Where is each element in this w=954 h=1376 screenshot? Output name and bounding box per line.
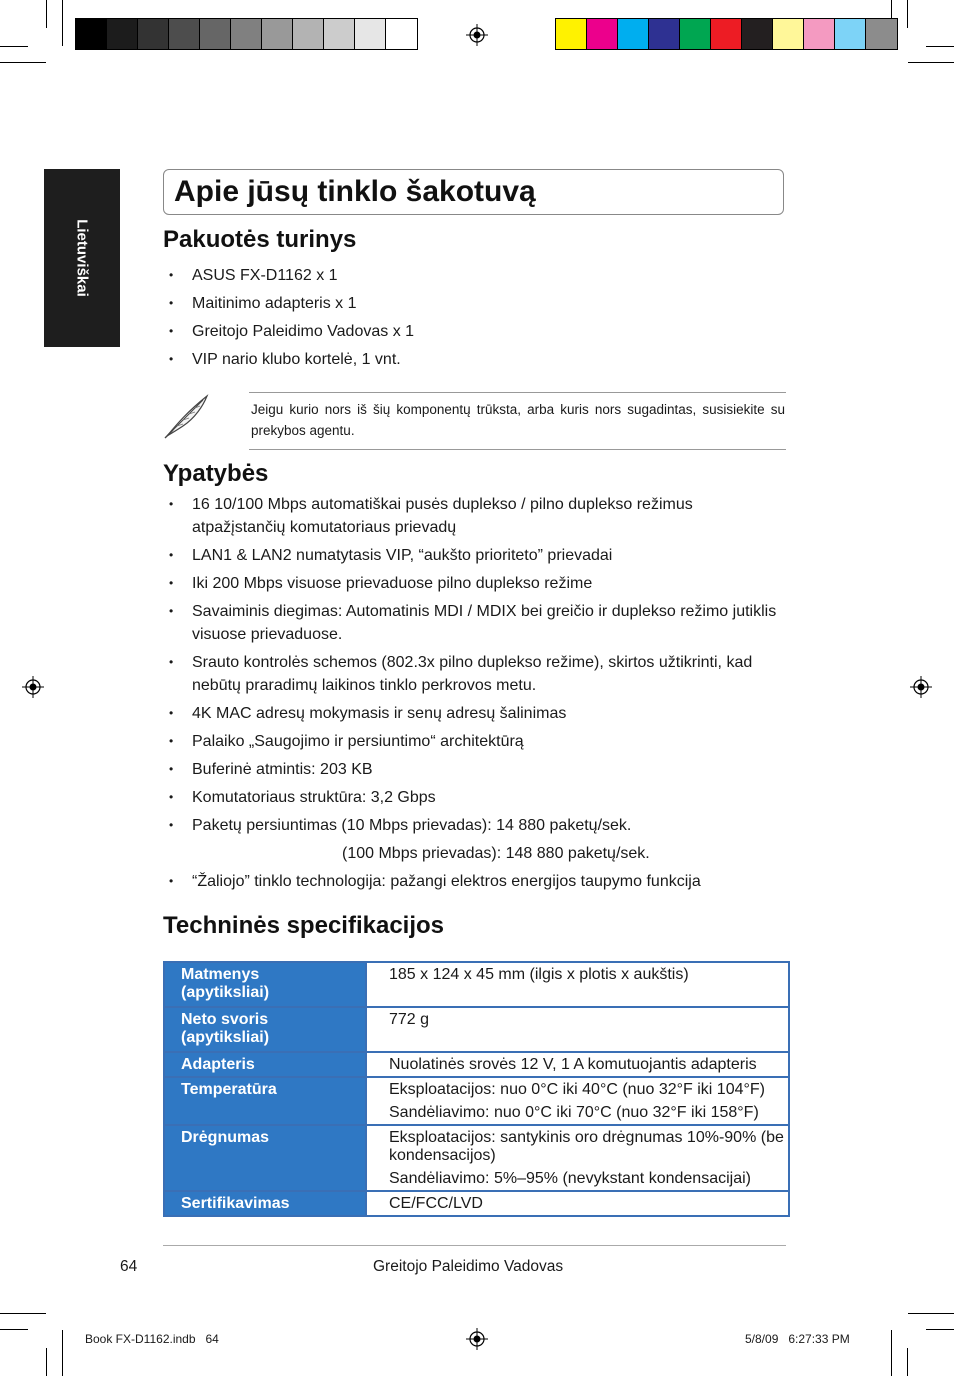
table-row [164,1052,789,1077]
list-item-continuation: (100 Mbps prievadas): 148 880 paketų/sek. [342,845,650,862]
color-swatch [618,19,649,49]
registration-mark-icon [22,676,44,698]
color-swatch [231,19,262,49]
print-slug-file: Book FX-D1162.indb 64 [85,1332,219,1346]
spec-key: Matmenys (apytiksliai) [164,962,366,1007]
table-row [164,1007,789,1052]
list-item: • VIP nario klubo kortelė, 1 vnt. [165,348,790,371]
note-box [163,392,786,450]
specs-table [163,961,790,1217]
registration-mark-icon [466,1328,488,1350]
crop-mark [907,1348,908,1376]
color-swatch [169,19,200,49]
color-swatch [262,19,293,49]
spec-key: Temperatūra [164,1077,366,1125]
color-swatch [804,19,835,49]
footer-divider [163,1245,786,1246]
spec-key: Drėgnumas [164,1125,366,1191]
features-list [165,493,790,893]
crop-mark [926,46,954,47]
package-list [165,264,790,371]
list-item: • Iki 200 Mbps visuose prievaduose pilno duplekso režime [165,572,790,595]
color-swatch [587,19,618,49]
spec-value: CE/FCC/LVD [366,1191,789,1216]
list-item: • ASUS FX-D1162 x 1 [165,264,790,287]
quill-note-icon [163,392,211,440]
crop-mark [62,1330,63,1376]
table-row [164,1191,789,1216]
page-title: Apie jūsų tinklo šakotuvą [174,175,536,208]
crop-mark [891,1330,892,1376]
color-swatch [711,19,742,49]
color-swatch [773,19,804,49]
registration-mark-icon [466,24,488,46]
color-swatch [742,19,773,49]
list-item: • 16 10/100 Mbps automatiškai pusės duplekso / pilno duplekso režimus atpažįstančių komutatoriaus prievadų [165,493,790,539]
list-item: • Buferinė atmintis: 203 KB [165,758,790,781]
color-swatch [138,19,169,49]
list-item: • “Žaliojo” tinklo technologija: pažangi elektros energijos taupymo funkcija [165,870,790,893]
list-item: • Komutatoriaus struktūra: 3,2 Gbps [165,786,790,809]
crop-mark [0,1329,28,1330]
list-item: • 4K MAC adresų mokymasis ir senų adresų šalinimas [165,702,790,725]
crop-mark [62,0,63,46]
list-item: • Paketų persiuntimas (10 Mbps prievadas): 14 880 paketų/sek. [165,814,790,837]
color-swatch [293,19,324,49]
spec-key: Sertifikavimas [164,1191,366,1216]
list-item: • Maitinimo adapteris x 1 [165,292,790,315]
color-swatch [680,19,711,49]
crop-mark [908,62,954,63]
color-swatch [76,19,107,49]
crop-mark [0,46,28,47]
color-swatch [324,19,355,49]
package-heading: Pakuotės turinys [163,226,357,253]
color-swatch [835,19,866,49]
crop-mark [0,1313,46,1314]
crop-mark [908,1313,954,1314]
crop-mark [0,62,46,63]
color-swatch [556,19,587,49]
spec-value: Nuolatinės srovės 12 V, 1 A komutuojantis adapteris [366,1052,789,1077]
registration-mark-icon [910,676,932,698]
crop-mark [46,0,47,28]
color-swatch [200,19,231,49]
crop-mark [907,0,908,28]
list-item: • Palaiko „Saugojimo ir persiuntimo“ architektūrą [165,730,790,753]
list-item: • Srauto kontrolės schemos (802.3x pilno duplekso režime), skirtos užtikrinti, kad nebūtų praradimų laikinos tinklo perkrovos metu. [165,651,790,697]
process-color-bar [555,18,898,50]
table-row [164,962,789,1007]
language-label: Lietuviškai [73,219,91,297]
color-swatch [649,19,680,49]
spec-key: Adapteris [164,1052,366,1077]
specs-heading: Techninės specifikacijos [163,912,445,939]
spec-value: Eksploatacijos: santykinis oro drėgnumas 10%-90% (be kondensacijos) Sandėliavimo: 5%–95% (nevykstant kondensacijai) [366,1125,789,1191]
table-row [164,1125,789,1191]
crop-mark [926,1329,954,1330]
features-heading: Ypatybės [163,460,269,487]
color-swatch [355,19,386,49]
list-item: • Savaiminis diegimas: Automatinis MDI / MDIX bei greičio ir duplekso režimo jutiklis visuose prievaduose. [165,600,790,646]
spec-value: 772 g [366,1007,789,1052]
page-number: 64 [120,1258,138,1275]
spec-key: Neto svoris (apytiksliai) [164,1007,366,1052]
grayscale-color-bar [75,18,418,50]
footer-title: Greitojo Paleidimo Vadovas [373,1258,564,1275]
table-row [164,1077,789,1125]
spec-value: 185 x 124 x 45 mm (ilgis x plotis x aukštis) [366,962,789,1007]
list-item: • LAN1 & LAN2 numatytasis VIP, “aukšto prioriteto” prievadai [165,544,790,567]
list-item: • Greitojo Paleidimo Vadovas x 1 [165,320,790,343]
color-swatch [386,19,417,49]
spec-value: Eksploatacijos: nuo 0°C iki 40°C (nuo 32°F iki 104°F) Sandėliavimo: nuo 0°C iki 70°C (nuo 32°F iki 158°F) [366,1077,789,1125]
color-swatch [866,19,897,49]
page-title-box [163,169,784,215]
crop-mark [46,1348,47,1376]
color-swatch [107,19,138,49]
note-text: Jeigu kurio nors iš šių komponentų trūksta, arba kuris nors sugadintas, susisiekite su prekybos agentu. [251,402,785,438]
print-slug-timestamp: 5/8/09 6:27:33 PM [745,1332,850,1346]
language-side-tab [44,169,120,347]
